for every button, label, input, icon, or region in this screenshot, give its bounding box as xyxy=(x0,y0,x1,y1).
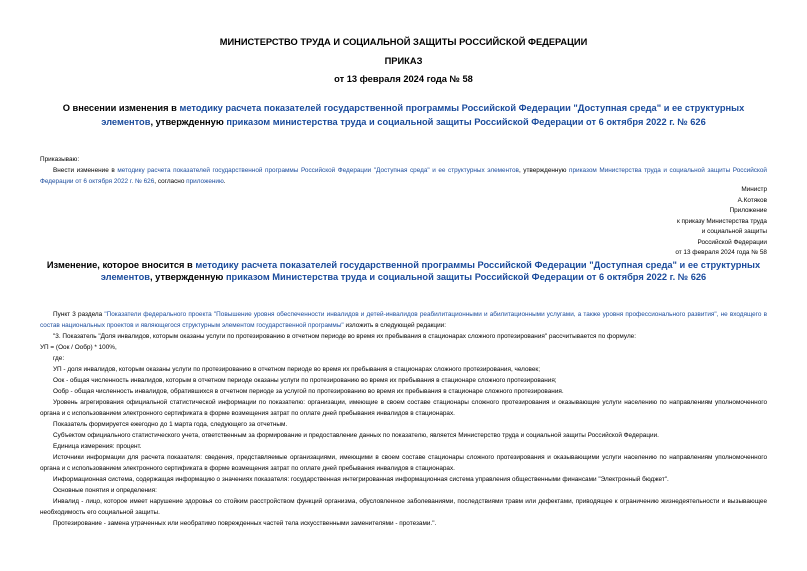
appendix-line-3: и социальной защиты xyxy=(701,228,767,235)
def-up: УП - доля инвалидов, которым оказаны услуги по протезированию в отчетном периоде во время их пребывания в стационарах сложного протезирования, человек; xyxy=(53,366,540,373)
def-oobr: Ообр - общая численность инвалидов, обратившихся в отчетном периоде за услугой по протезированию во время их пребывания в стационаре сложного протезирования. xyxy=(53,388,564,395)
unit-of-measure: Единица измерения: процент. xyxy=(53,443,142,450)
appendix-link[interactable]: приложению xyxy=(186,178,224,185)
date-number-heading: от 13 февраля 2024 года № 58 xyxy=(334,74,473,84)
change-body xyxy=(40,309,767,529)
change-title-prefix: Изменение, которое вносится в xyxy=(46,260,196,270)
body-p1 xyxy=(40,309,767,331)
order-methodology-link[interactable]: методику расчета показателей государственной программы Российской Федерации "Доступная среда" и ее структурных элементов xyxy=(117,167,519,174)
order-p1-prefix: Внести изменение в xyxy=(53,167,118,174)
change-title-middle: , утвержденную xyxy=(150,272,226,282)
order-626-link-2[interactable]: приказом Министерства труда и социальной защиты Российской Федерации от 6 октября 2022 г. № 626 xyxy=(40,167,767,185)
aggregation-level: Уровень агрегирования официальной статистической информации по показателю: организации, имеющие в своем составе стационары сложного протезирования и оказывающие услуги населению по направлениям уполномоченного органа и с использованием электронного сертификата в форме возмещения затрат по оплате дней пребывания инвалидов в стационарах. xyxy=(40,399,767,417)
title-middle: , утвержденную xyxy=(150,117,227,127)
appendix-line-2: к приказу Министерства труда xyxy=(676,217,767,225)
change-order-626-link[interactable]: приказом Министерства труда и социальной защиты Российской Федерации от 6 октября 2022 г. № 626 xyxy=(225,272,707,282)
prikazyvayu-label: Приказываю: xyxy=(40,156,80,163)
order-p1-middle: , утвержденную xyxy=(518,167,570,174)
federal-project-link[interactable]: "Показатели федерального проекта "Повышение уровня обеспеченности инвалидов и детей-инвалидов реабилитационными и абилитационными услугами, а также уровня профессионального развития", не входящего в состав национальных проектов и являющегося структурным элементом государственной программы" xyxy=(40,311,767,329)
order-626-link[interactable]: приказом министерства труда и социальной защиты Российской Федерации от 6 октября 2022 г. № 626 xyxy=(226,117,706,127)
appendix-line-4: Российской Федерации xyxy=(697,238,767,246)
order-paragraph xyxy=(40,165,767,187)
def-protez: Протезирование - замена утраченных или необратимо поврежденных частей тела искусственными заменителями - протезами.". xyxy=(53,520,437,527)
ministry-heading: МИНИСТЕРСТВО ТРУДА И СОЦИАЛЬНОЙ ЗАЩИТЫ РОССИЙСКОЙ ФЕДЕРАЦИИ xyxy=(219,37,588,47)
appendix-line-1: Приложение xyxy=(729,207,767,214)
change-methodology-link[interactable]: методику расчета показателей государственной программы Российской Федерации "Доступная среда" и ее структурных элементов xyxy=(100,260,761,282)
order-text xyxy=(40,154,767,187)
formula: УП = (Оок / Ообр) * 100%, xyxy=(40,344,117,351)
body-p1-suffix: изложить в следующей редакции: xyxy=(343,322,446,329)
body-p2: "3. Показатель "Доля инвалидов, которым оказаны услуги по протезированию в отчетном периоде во время их пребывания в стационарах сложного протезирования" рассчитывается по формуле: xyxy=(53,333,637,340)
def-invalid: Инвалид - лицо, которое имеет нарушение здоровья со стойким расстройством функций организма, обусловленное заболеваниями, последствиями травм или дефектами, приводящее к ограничению жизнедеятельности и вызывающее необходимость его социальной защиты. xyxy=(40,498,767,516)
signature-name: А.Котяков xyxy=(737,196,767,204)
responsible-subject: Субъектом официального статистического учета, ответственным за формирование и предоставление данных по показателю, является Министерство труда и социальной защиты Российской Федерации. xyxy=(53,432,659,439)
title-prefix: О внесении изменения в xyxy=(62,103,180,113)
change-title xyxy=(40,259,767,283)
order-p1-middle2: , согласно xyxy=(154,178,187,185)
where-label: где: xyxy=(53,355,65,362)
formation-date: Показатель формируется ежегодно до 1 марта года, следующего за отчетным. xyxy=(53,421,288,428)
def-ook: Оок - общая численность инвалидов, которым в отчетном периоде оказаны услуги по протезированию во время их пребывания в стационаре сложного протезирования; xyxy=(53,377,557,384)
body-p1-prefix: Пункт 3 раздела xyxy=(53,311,105,318)
appendix-line-5: от 13 февраля 2024 года № 58 xyxy=(675,249,767,256)
info-system: Информационная система, содержащая информацию о значениях показателя: государственная интегрированная информационная система управления общественными финансами "Электронный бюджет". xyxy=(53,476,669,483)
concepts-label: Основные понятия и определения: xyxy=(53,487,157,494)
signature-block xyxy=(675,185,767,259)
signature-position: Министр xyxy=(741,186,767,193)
doc-type-heading: ПРИКАЗ xyxy=(384,56,423,66)
methodology-link[interactable]: методику расчета показателей государственной программы Российской Федерации "Доступная среда" и ее структурных элементов xyxy=(101,103,745,127)
document-title xyxy=(40,101,767,129)
info-sources: Источники информации для расчета показателя: сведения, представляемые организациями, имеющими в своем составе стационары сложного протезирования и оказывающими услуги населению по направлениям уполномоченного органа и с использованием электронного сертификата в форме возмещения затрат по оплате дней пребывания инвалидов в стационарах. xyxy=(40,454,767,472)
order-p1-suffix: . xyxy=(223,178,226,185)
